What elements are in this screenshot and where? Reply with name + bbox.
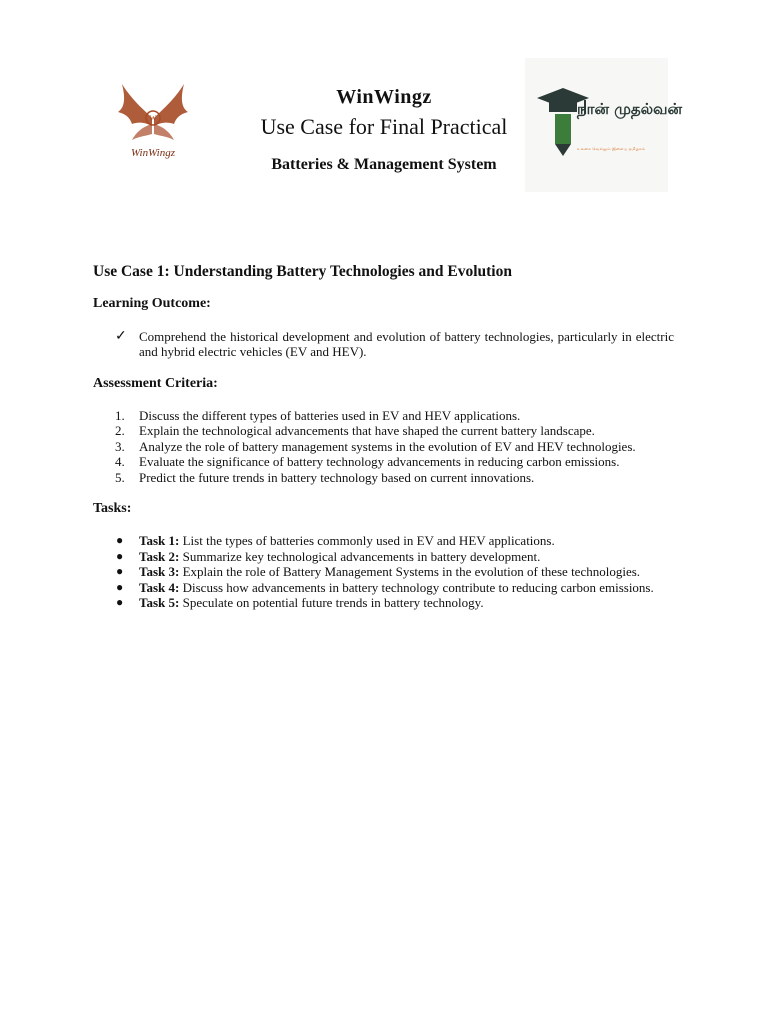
naan-mudhalvan-logo: [525, 58, 683, 192]
criteria-text: Evaluate the significance of battery technology advancements in reducing carbon emissions.: [139, 454, 620, 470]
task-label: Task 1:: [139, 533, 180, 549]
list-item: [93, 564, 674, 579]
criteria-text: Analyze the role of battery management systems in the evolution of EV and HEV technologies.: [139, 438, 636, 454]
use-case-title: Use Case 1: Understanding Battery Technologies and Evolution: [93, 263, 512, 280]
task-text: Summarize key technological advancements in battery development.: [182, 548, 541, 564]
task-label: Task 2:: [139, 548, 180, 564]
list-number: 2.: [115, 423, 125, 439]
criteria-text: Explain the technological advancements that have shaped the current battery landscape.: [139, 423, 595, 439]
criteria-text: Predict the future trends in battery technology based on current innovations.: [139, 469, 535, 485]
bullet-icon: ●: [116, 564, 124, 579]
task-text: List the types of batteries commonly used in EV and HEV applications.: [182, 533, 555, 549]
pencil-icon: [555, 114, 571, 156]
task-label: Task 3:: [139, 564, 180, 580]
learning-outcome-list: [93, 329, 674, 360]
criteria-text: Discuss the different types of batteries used in EV and HEV applications.: [139, 408, 521, 424]
checkmark-icon: ✓: [115, 328, 127, 344]
task-label: Task 4:: [139, 579, 180, 595]
page-subtitle: Batteries & Management System: [271, 156, 497, 173]
tasks-list: [93, 533, 674, 610]
svg-text:W: W: [149, 114, 157, 123]
bullet-icon: ●: [116, 595, 124, 610]
list-number: 5.: [115, 469, 125, 485]
left-logo-text: WinWingz: [130, 147, 176, 159]
list-number: 1.: [115, 408, 125, 424]
list-item: [93, 329, 674, 360]
bullet-icon: ●: [116, 548, 124, 563]
right-logo-text: நான் முதல்வன்: [577, 100, 683, 118]
learning-outcome-heading: Learning Outcome:: [93, 296, 211, 312]
list-item: [93, 408, 674, 423]
learning-outcome-text: Comprehend the historical development and evolution of battery technologies, particularly in electric and hybrid electric vehicles (EV and HEV).: [139, 328, 674, 360]
task-label: Task 5:: [139, 595, 180, 611]
list-item: [93, 439, 674, 454]
list-item: [93, 423, 674, 438]
list-item: [93, 533, 674, 548]
assessment-criteria-heading: Assessment Criteria:: [93, 375, 218, 391]
tasks-heading: Tasks:: [93, 501, 132, 517]
list-item: [93, 595, 674, 610]
list-item: [93, 580, 674, 595]
brand-name: WinWingz: [336, 86, 432, 108]
list-item: [93, 549, 674, 564]
bullet-icon: ●: [116, 533, 124, 548]
page-title: Use Case for Final Practical: [260, 114, 508, 139]
list-number: 4.: [115, 454, 125, 470]
task-text: Speculate on potential future trends in battery technology.: [182, 595, 484, 611]
assessment-criteria-list: [93, 408, 674, 485]
document-body: [93, 264, 674, 627]
bullet-icon: ●: [116, 579, 124, 594]
list-item: [93, 470, 674, 485]
list-number: 3.: [115, 438, 125, 454]
task-text: Discuss how advancements in battery technology contribute to reducing carbon emissions.: [182, 579, 654, 595]
task-text: Explain the role of Battery Management Systems in the evolution of these technologies.: [182, 564, 641, 580]
right-logo-tagline: உலகை வெல்லும் இளைய தமிழகம்: [577, 146, 646, 151]
list-item: [93, 454, 674, 469]
